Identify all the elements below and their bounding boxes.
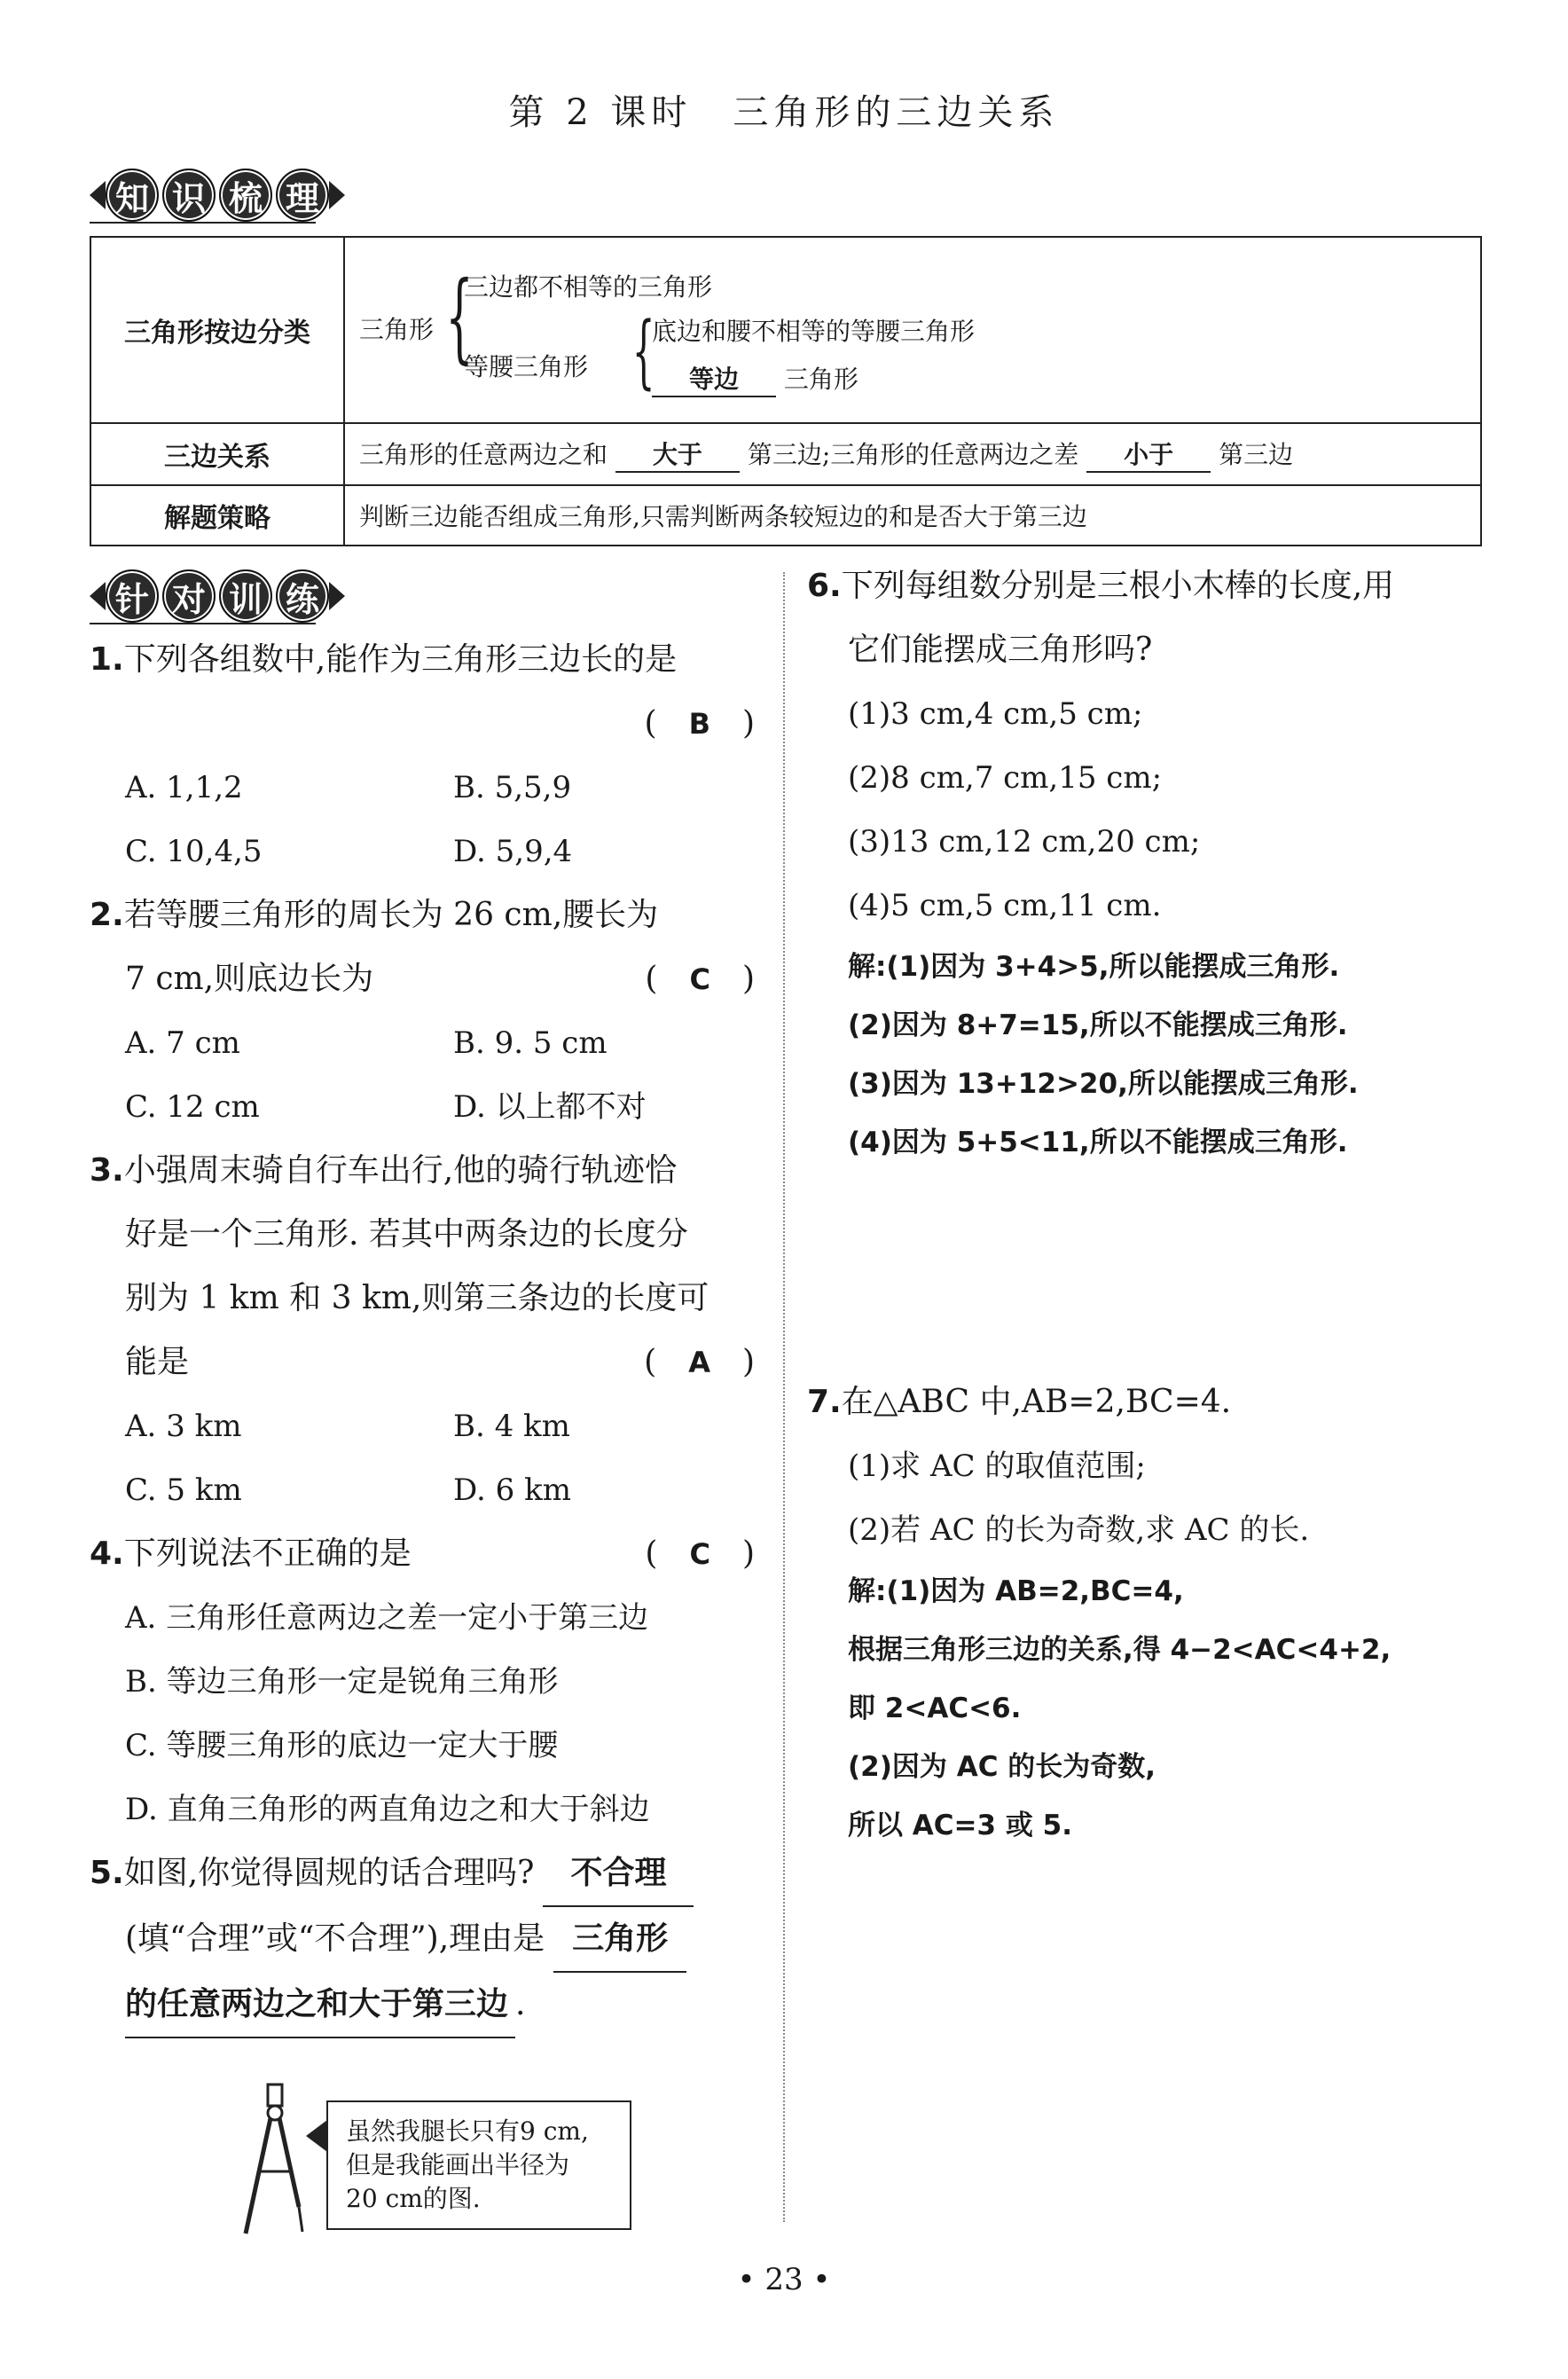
sub-question: (3)13 cm,12 cm,20 cm; [848,824,1201,860]
punctuation: . [515,1986,526,2022]
question-number: 1. [90,641,124,678]
answer: C [689,962,710,996]
row-header-classification: 三角形按边分类 [90,237,344,423]
sub-question: (2)8 cm,7 cm,15 cm; [848,760,1163,796]
question-stem: 下列说法不正确的是 [123,1535,412,1572]
question-number: 7. [807,1384,842,1420]
answer: A [688,1346,710,1379]
question-number: 5. [90,1855,124,1891]
bubble-text: 虽然我腿长只有9 cm, [346,2116,589,2146]
compass-illustration [235,2083,315,2242]
question-stem: (填“合理”或“不合理”),理由是 [125,1920,545,1957]
question-number: 2. [90,897,124,933]
solution-line: (4)因为 5+5<11,所以不能摆成三角形. [848,1127,1348,1158]
blank-reasonable: 不合理 [543,1841,694,1907]
bubble-text: 20 cm的图. [346,2184,481,2213]
sub-question: (2)若 AC 的长为奇数,求 AC 的长. [848,1512,1310,1548]
question-stem: 下列各组数中,能作为三角形三边长的是 [123,641,678,678]
option-a: A. 三角形任意两边之差一定小于第三边 [125,1600,649,1636]
knowledge-banner [90,169,345,222]
banner-char: 理 [276,169,329,222]
question-stem: 若等腰三角形的周长为 26 cm,腰长为 [123,897,659,933]
answer: B [688,707,710,741]
option-c: C. 12 cm [125,1089,260,1125]
row-header-strategy: 解题策略 [90,485,344,546]
option-a: A. 1,1,2 [125,770,243,805]
question-number: 4. [90,1535,124,1572]
classification-item: 三边都不相等的三角形 [464,272,713,302]
compass-icon [235,2083,315,2238]
page-number: • 23 • [737,2262,831,2297]
option-b: B. 4 km [453,1409,570,1444]
classification-subitem: 三角形 [783,365,858,394]
question-number: 3. [90,1152,124,1189]
solution-line: 根据三角形三边的关系,得 4−2<AC<4+2, [848,1634,1392,1666]
option-a: A. 3 km [125,1409,242,1444]
banner-char: 练 [276,569,329,623]
banner-char: 梳 [219,169,272,222]
banner-char: 知 [106,169,159,222]
option-d: D. 直角三角形的两直角边之和大于斜边 [125,1792,650,1827]
relation-text: 第三边 [1219,440,1294,469]
banner-underline [90,222,316,224]
banner-char: 针 [106,569,159,623]
solution-line: 所以 AC=3 或 5. [848,1810,1073,1841]
brace-icon: { [631,305,655,398]
question-1: 1.下列各组数中,能作为三角形三边长的是 ( B ) A. 1,1,2 B. 5,5,9 C. 10,4,5 D. 5,9,4 2.若等腰三角形的周长为 26 cm,腰长为 7 cm,则底边长为 ( C ) A. 7 cm B. 9. 5 cm C. 12 cm D. 以上都不对 3.小强周末骑自行车出行,他的骑行轨迹恰 好是一个三角形. 若其中两条边的长度分 别为 1 km 和 3 km,则第三条边的长度可 能是 ( A ) A. 3 km B. 4 km C. 5 km D. 6 km 4.下列说法不正确的是 ( C ) A. 三角形任意两边之差一定小于第三边 B. 等边三角形一定是锐角三角形 C. 等腰三角形的底边一定大于腰 D. 直角三角形的两直角边之和大于斜边 5.如图,你觉得圆规的话合理吗? 不合理 (填“合理”或“不合理”),理由是 三角形 的任意两边之和大于第三边 . [90,628,764,2038]
question-stem: 在△ABC 中,AB=2,BC=4. [841,1384,1232,1420]
banner-char: 训 [219,569,272,623]
option-c: C. 等腰三角形的底边一定大于腰 [125,1728,559,1763]
answer: C [689,1537,710,1571]
option-c: C. 5 km [125,1472,242,1508]
question-stem: 下列每组数分别是三根小木棒的长度,用 [841,568,1395,604]
solution-line: 即 2<AC<6. [848,1692,1022,1724]
classification-root: 三角形 [359,315,435,344]
question-6 [807,554,1490,1172]
option-c: C. 10,4,5 [125,834,263,869]
option-b: B. 9. 5 cm [453,1025,608,1061]
solution-line: (3)因为 13+12>20,所以能摆成三角形. [848,1068,1359,1100]
row-header-relation: 三边关系 [90,423,344,485]
sub-question: (1)3 cm,4 cm,5 cm; [848,696,1143,732]
option-b: B. 5,5,9 [453,770,572,805]
question-stem: 好是一个三角形. 若其中两条边的长度分 [125,1216,688,1252]
training-banner [90,569,345,623]
brace-icon: { [445,260,474,373]
relation-text: 第三边;三角形的任意两边之差 [747,440,1079,469]
option-b: B. 等边三角形一定是锐角三角形 [125,1664,559,1700]
option-d: D. 6 km [453,1472,571,1508]
question-stem: 能是 [125,1344,190,1380]
question-7 [807,1370,1499,1855]
sub-question: (1)求 AC 的取值范围; [848,1449,1146,1484]
blank-less: 小于 [1086,436,1211,473]
bubble-pointer [306,2120,327,2152]
solution-line: (2)因为 8+7=15,所以不能摆成三角形. [848,1009,1348,1041]
blank-equilateral: 等边 [652,360,776,397]
page-title: 第 2 课时 三角形的三边关系 [508,92,1060,133]
classification-item: 等腰三角形 [464,352,589,381]
option-d: D. 5,9,4 [453,834,573,869]
speech-bubble [326,2100,631,2230]
question-number: 6. [807,568,842,604]
classification-subitem: 底边和腰不相等的等腰三角形 [652,317,976,346]
bubble-text: 但是我能画出半径为 [346,2150,570,2179]
blank-greater: 大于 [615,436,740,473]
solution-line: 解:(1)因为 AB=2,BC=4, [848,1575,1184,1607]
question-stem: 小强周末骑自行车出行,他的骑行轨迹恰 [123,1152,678,1189]
knowledge-table [90,236,1482,546]
question-stem: 如图,你觉得圆规的话合理吗? [123,1855,535,1891]
banner-char: 对 [162,569,216,623]
blank-reason: 三角形 [553,1907,686,1973]
relation-text: 三角形的任意两边之和 [359,440,608,469]
solution-line: (2)因为 AC 的长为奇数, [848,1751,1156,1783]
blank-reason: 的任意两边之和大于第三边 [125,1973,515,2038]
strategy-text: 判断三边能否组成三角形,只需判断两条较短边的和是否大于第三边 [344,485,1481,546]
sub-question: (4)5 cm,5 cm,11 cm. [848,888,1162,923]
question-stem: 7 cm,则底边长为 [125,961,374,997]
question-stem: 它们能摆成三角形吗? [848,632,1153,668]
column-divider [783,572,785,2222]
solution-line: 解:(1)因为 3+4>5,所以能摆成三角形. [848,951,1340,983]
banner-underline [90,623,316,624]
question-stem: 别为 1 km 和 3 km,则第三条边的长度可 [125,1280,710,1316]
option-a: A. 7 cm [125,1025,240,1061]
banner-char: 识 [162,169,216,222]
option-d: D. 以上都不对 [453,1089,647,1125]
